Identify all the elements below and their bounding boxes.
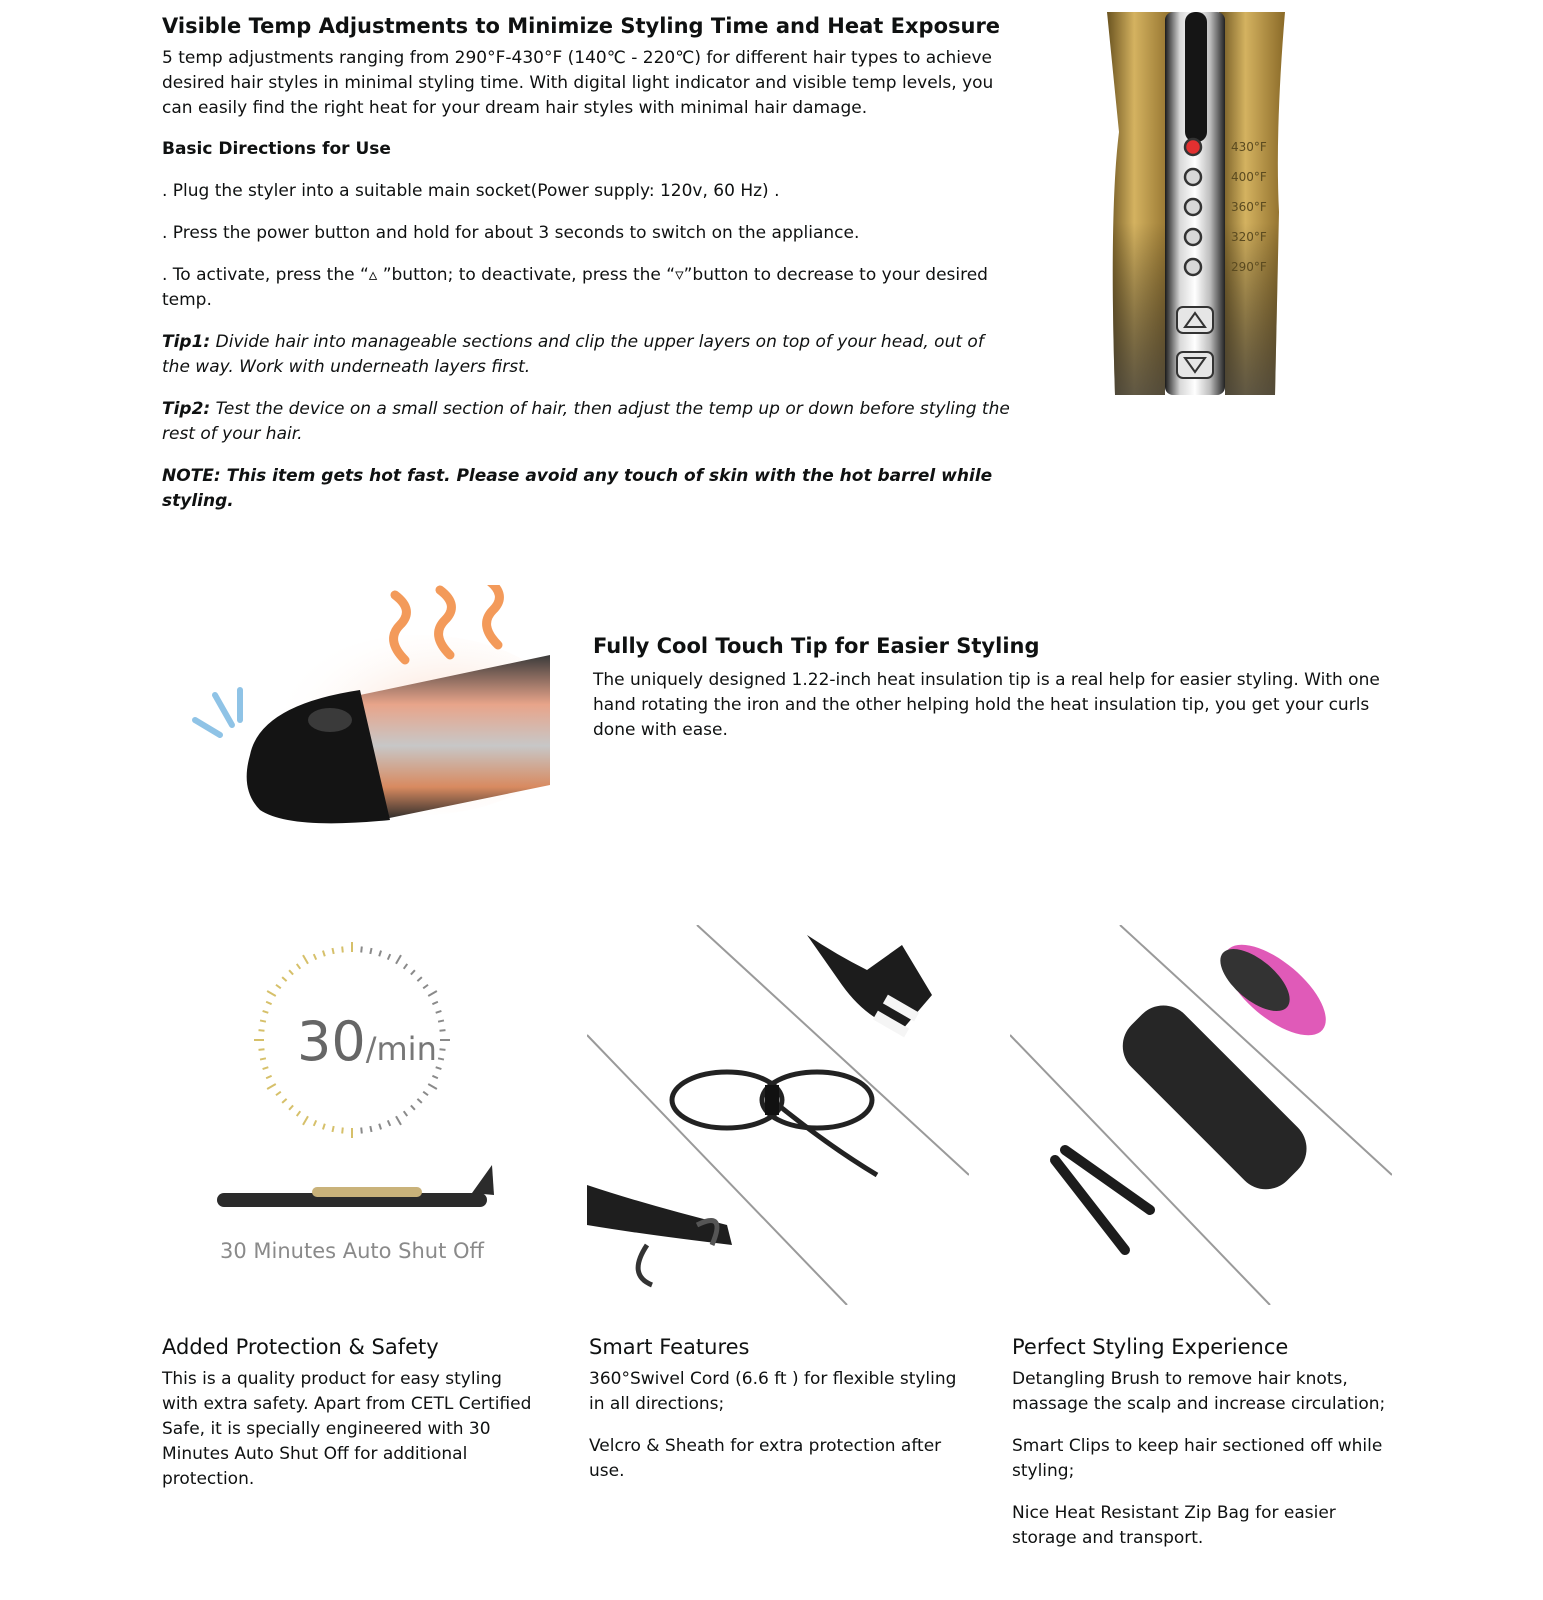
tip1-label: Tip1: — [162, 332, 211, 352]
tip2 — [162, 397, 1012, 447]
temp-label: 320°F — [1231, 230, 1267, 244]
dial-tick — [432, 1002, 437, 1004]
dial-tick — [289, 970, 293, 974]
direction-step: . To activate, press the “▵ ”button; to deactivate, press the “▿”button to decrease to your desired temp. — [162, 265, 988, 310]
dial-tick — [314, 1120, 316, 1125]
temp-section-title: Visible Temp Adjustments to Minimize Styling Time and Heat Exposure — [162, 14, 1001, 38]
dial-tick — [438, 1058, 444, 1059]
cool-tip-section — [593, 632, 1393, 743]
dial-tick — [323, 951, 325, 957]
directions-title: Basic Directions for Use — [162, 139, 391, 159]
temp-label: 400°F — [1231, 170, 1267, 184]
cool-tip-image — [180, 585, 550, 875]
dial-tick — [332, 1126, 333, 1132]
dial-tick — [259, 1030, 265, 1031]
dial-tick — [297, 1111, 301, 1116]
dial-tick — [342, 947, 343, 953]
feature-title: Smart Features — [589, 1335, 750, 1359]
temp-label: 360°F — [1231, 200, 1267, 214]
auto-shutoff-caption: 30 Minutes Auto Shut Off — [219, 1239, 485, 1263]
temp-label: 430°F — [1231, 140, 1267, 154]
dial-tick — [263, 1011, 269, 1013]
plug-icon — [807, 935, 932, 1037]
dial-tick — [428, 991, 437, 996]
dial-tick — [404, 1111, 408, 1116]
dial-tick — [332, 948, 333, 954]
dial-tick — [423, 1092, 428, 1096]
auto-shutoff-image — [162, 925, 544, 1305]
dial-tick — [370, 948, 371, 954]
dial-tick — [423, 985, 428, 989]
dial-tick — [260, 1020, 266, 1021]
tip2-label: Tip2: — [162, 399, 211, 419]
dial-tick — [323, 1124, 325, 1130]
temp-panel-image — [1107, 12, 1285, 395]
dial-tick — [432, 1076, 437, 1078]
detangling-brush-icon — [1210, 929, 1341, 1052]
dial-tick — [396, 955, 401, 964]
dial-tick — [342, 1128, 343, 1134]
dial-tick — [440, 1030, 446, 1031]
temp-section-body: 5 temp adjustments ranging from 290°F-430°F (140℃ - 220℃) for different hair types to achieve desired hair styles in minimal styling time. With digital light indicator and visible temp levels, you can easily find the right heat for your dream hair styles with minimal hair damage. — [162, 48, 994, 118]
dial-tick — [314, 954, 316, 959]
tip1 — [162, 330, 1012, 380]
feature-paragraph: Smart Clips to keep hair sectioned off while styling; — [1012, 1436, 1383, 1481]
dial-tick — [396, 1116, 401, 1125]
dial-tick — [428, 1084, 437, 1089]
dial-tick — [361, 1128, 362, 1134]
dial-tick — [440, 1049, 446, 1050]
tip1-text: Divide hair into manageable sections and clip the upper layers on top of your head, out of the way. Work with underneath layers first. — [162, 332, 984, 377]
dial-tick — [297, 964, 301, 969]
dial-tick — [436, 1011, 442, 1013]
cool-tip-title: Fully Cool Touch Tip for Easier Styling — [593, 634, 1040, 658]
dial-tick — [388, 954, 390, 959]
temp-label: 290°F — [1231, 260, 1267, 274]
dial-tick — [361, 947, 362, 953]
dial-tick — [282, 1099, 286, 1103]
swivel-cord-image — [587, 925, 969, 1305]
dial-tick — [260, 1058, 266, 1059]
dial-tick — [266, 1002, 271, 1004]
feature-paragraph: Nice Heat Resistant Zip Bag for easier storage and transport. — [1012, 1503, 1336, 1548]
dial-tick — [276, 1092, 281, 1096]
dial-tick — [303, 955, 308, 964]
dial-tick — [276, 985, 281, 989]
feature-paragraph: Detangling Brush to remove hair knots, massage the scalp and increase circulation; — [1012, 1369, 1386, 1414]
dial-tick — [263, 1067, 269, 1069]
cool-tip-body: The uniquely designed 1.22-inch heat insulation tip is a real help for easier styling. With one hand rotating the iron and the other helping hold the heat insulation tip, you get your curls done with ease. — [593, 670, 1380, 740]
dial-tick — [289, 1105, 293, 1109]
dial-tick — [379, 951, 381, 957]
temp-indicator-light — [1185, 229, 1201, 245]
timer-number: 30/min — [297, 1010, 437, 1073]
dial-tick — [411, 970, 415, 974]
temp-indicator-light — [1185, 259, 1201, 275]
feature-smart — [589, 1333, 969, 1484]
safety-note: NOTE: This item gets hot fast. Please avoid any touch of skin with the hot barrel while styling. — [162, 466, 993, 511]
tip2-text: Test the device on a small section of hair, then adjust the temp up or down before styling the rest of your hair. — [162, 399, 1010, 444]
dial-tick — [267, 1084, 276, 1089]
dial-tick — [379, 1124, 381, 1130]
feature-styling — [1012, 1333, 1392, 1551]
dial-tick — [282, 977, 286, 981]
direction-step: . Plug the styler into a suitable main socket(Power supply: 120v, 60 Hz) . — [162, 181, 780, 201]
feature-title: Perfect Styling Experience — [1012, 1335, 1289, 1359]
feature-paragraph: 360°Swivel Cord (6.6 ft ) for flexible styling in all directions; — [589, 1369, 957, 1414]
dial-tick — [417, 977, 421, 981]
dial-tick — [266, 1076, 271, 1078]
feature-title: Added Protection & Safety — [162, 1335, 439, 1359]
feature-paragraph: This is a quality product for easy styling with extra safety. Apart from CETL Certified Safe, it is specially engineered with 30 Minutes Auto Shut Off for additional protection. — [162, 1369, 532, 1489]
dial-tick — [388, 1120, 390, 1125]
dial-tick — [267, 991, 276, 996]
direction-step: . Press the power button and hold for about 3 seconds to switch on the appliance. — [162, 223, 860, 243]
dial-tick — [438, 1020, 444, 1021]
feature-paragraph: Velcro & Sheath for extra protection after use. — [589, 1436, 942, 1481]
dial-tick — [303, 1116, 308, 1125]
temp-section — [162, 12, 1012, 514]
dial-tick — [404, 964, 408, 969]
dial-tick — [259, 1049, 265, 1050]
temp-indicator-light — [1185, 199, 1201, 215]
temp-indicator-light — [1185, 139, 1201, 155]
accessories-image — [1010, 925, 1392, 1305]
dial-tick — [417, 1099, 421, 1103]
temp-indicator-light — [1185, 169, 1201, 185]
dial-tick — [411, 1105, 415, 1109]
dial-tick — [370, 1126, 371, 1132]
feature-safety — [162, 1333, 542, 1492]
